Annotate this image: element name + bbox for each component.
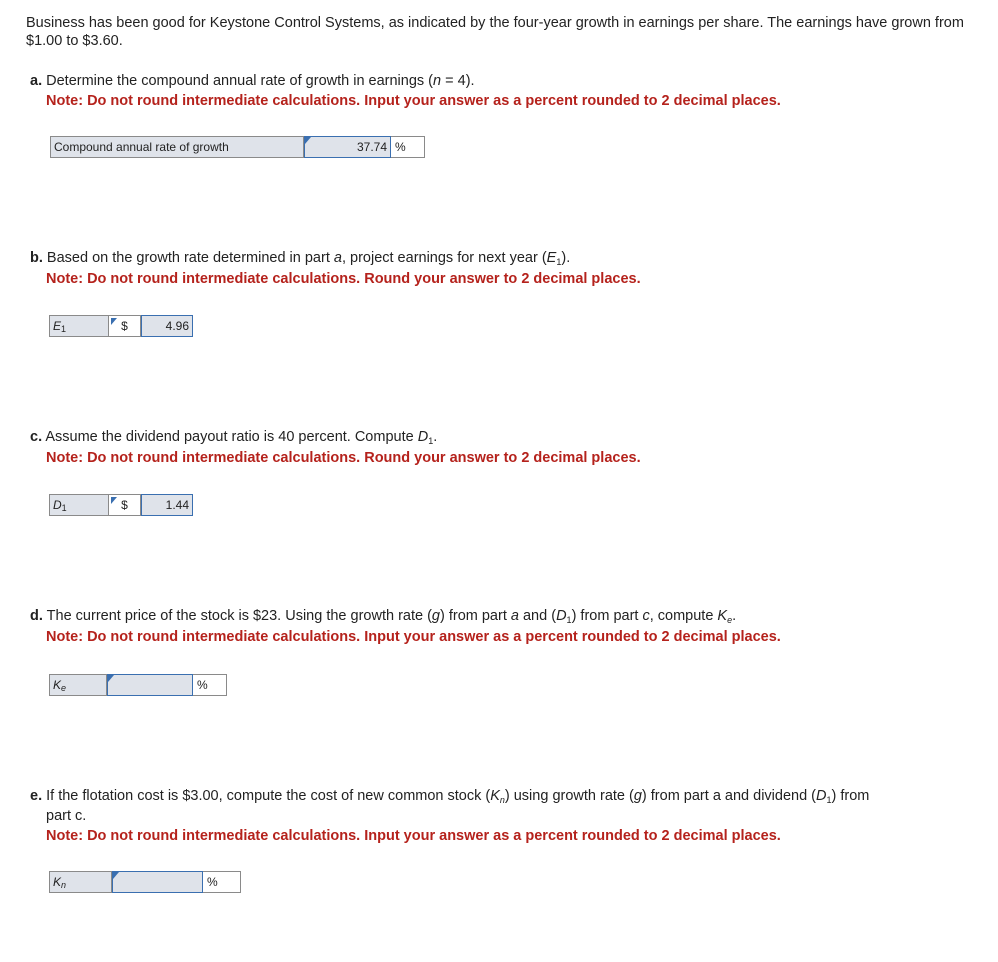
part-c-answer-row <box>49 494 193 516</box>
part-b-note: Note: Do not round intermediate calculations. Round your answer to 2 decimal places. <box>46 271 641 287</box>
part-e <box>30 787 965 846</box>
answer-flag-icon <box>305 137 311 144</box>
part-d-input[interactable] <box>107 674 193 696</box>
answer-flag-icon <box>111 318 117 325</box>
part-b <box>30 249 965 289</box>
part-e-unit: % <box>203 871 241 893</box>
part-a-answer-row <box>50 136 425 158</box>
part-d-question: d. The current price of the stock is $23. Using the growth rate (g) from part a and $(D_1)$ from part c, compute $K_e$. <box>30 608 737 625</box>
part-e-row-label: K n <box>49 871 112 893</box>
answer-flag-icon <box>108 675 114 682</box>
part-d <box>30 607 965 647</box>
part-e-input[interactable] <box>112 871 203 893</box>
part-d-row-label: K e <box>49 674 107 696</box>
part-b-row-label: E 1 <box>49 315 109 337</box>
part-c-question: c. Assume the dividend payout ratio is 40 percent. Compute $D_1$. <box>30 429 438 446</box>
part-e-answer-row <box>49 871 241 893</box>
part-c-input[interactable]: 1.44 <box>141 494 193 516</box>
part-a-row-label: Compound annual rate of growth <box>50 136 304 158</box>
part-b-answer-row <box>49 315 193 337</box>
answer-flag-icon <box>113 872 119 879</box>
part-c-row-label: D 1 <box>49 494 109 516</box>
problem-intro: Business has been good for Keystone Control Systems, as indicated by the four-year growth in earnings per share. The earnings have grown from $1.00 to $3.60. <box>26 15 964 49</box>
part-a-question: a. Determine the compound annual rate of growth in earnings (n = 4). <box>30 73 475 89</box>
part-c-note: Note: Do not round intermediate calculations. Round your answer to 2 decimal places. <box>46 450 641 466</box>
part-a <box>30 72 965 111</box>
part-e-question: e. If the flotation cost is $3.00, compute the cost of new common stock $(K_n)$ using growth rate (g) from part a and dividend $(D_1)$ from <box>30 788 870 805</box>
part-a-note: Note: Do not round intermediate calculations. Input your answer as a percent rounded to 2 decimal places. <box>46 93 781 109</box>
part-a-input[interactable]: 37.74 <box>304 136 391 158</box>
answer-flag-icon <box>111 497 117 504</box>
part-e-question-continued: part c. <box>46 808 87 824</box>
part-b-currency: $ <box>109 315 141 337</box>
part-b-question: b. Based on the growth rate determined in part a, project earnings for next year $(E_1)$. <box>30 250 571 267</box>
part-e-note: Note: Do not round intermediate calculations. Input your answer as a percent rounded to 2 decimal places. <box>46 828 781 844</box>
part-a-unit: % <box>391 136 425 158</box>
part-d-unit: % <box>193 674 227 696</box>
part-c <box>30 428 965 468</box>
part-d-note: Note: Do not round intermediate calculations. Input your answer as a percent rounded to 2 decimal places. <box>46 629 781 645</box>
part-b-input[interactable]: 4.96 <box>141 315 193 337</box>
part-c-currency: $ <box>109 494 141 516</box>
part-d-answer-row <box>49 674 227 696</box>
